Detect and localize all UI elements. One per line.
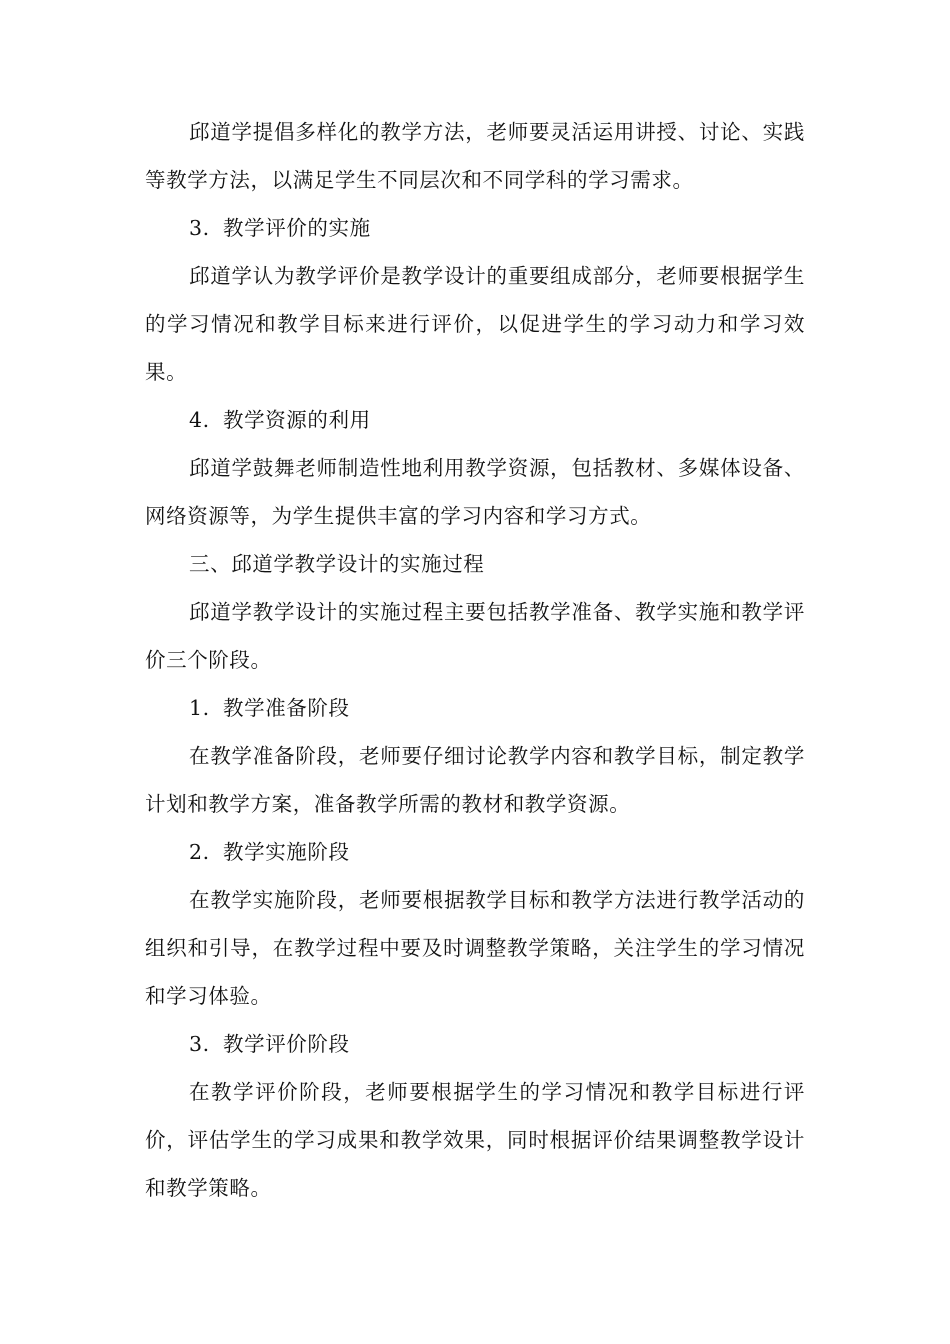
heading-number: 3. bbox=[189, 1032, 210, 1056]
heading-number: 1. bbox=[189, 696, 210, 720]
paragraph-resources: 邱道学鼓舞老师制造性地利用教学资源，包括教材、多媒体设备、网络资源等，为学生提供丰富的学习内容和学习方式。 bbox=[145, 456, 805, 528]
heading-evaluation-stage bbox=[145, 1020, 805, 1068]
heading-text: 教学准备阶段 bbox=[223, 696, 350, 720]
paragraph-preparation: 在教学准备阶段，老师要仔细讨论教学内容和教学目标，制定教学计划和教学方案，准备教学所需的教材和教学资源。 bbox=[145, 744, 805, 816]
paragraph-process-overview: 邱道学教学设计的实施过程主要包括教学准备、教学实施和教学评价三个阶段。 bbox=[145, 600, 805, 672]
heading-text: 教学评价阶段 bbox=[223, 1032, 350, 1056]
heading-resource-usage bbox=[145, 396, 805, 444]
section-heading-implementation-process bbox=[145, 540, 805, 588]
paragraph-evaluation: 邱道学认为教学评价是教学设计的重要组成部分，老师要根据学生的学习情况和教学目标来进行评价，以促进学生的学习动力和学习效果。 bbox=[145, 264, 805, 384]
heading-text: 教学资源的利用 bbox=[223, 408, 371, 432]
paragraph-teaching-methods: 邱道学提倡多样化的教学方法，老师要灵活运用讲授、讨论、实践等教学方法，以满足学生不同层次和不同学科的学习需求。 bbox=[145, 120, 805, 192]
heading-implementation-stage bbox=[145, 828, 805, 876]
heading-text: 三、邱道学教学设计的实施过程 bbox=[189, 552, 485, 576]
heading-text: 教学评价的实施 bbox=[223, 216, 371, 240]
heading-number: 3. bbox=[189, 216, 210, 240]
paragraph-evaluation-stage: 在教学评价阶段，老师要根据学生的学习情况和教学目标进行评价，评估学生的学习成果和教学效果，同时根据评价结果调整教学设计和教学策略。 bbox=[145, 1080, 805, 1200]
heading-text: 教学实施阶段 bbox=[223, 840, 350, 864]
document-page bbox=[145, 108, 805, 1212]
heading-number: 2. bbox=[189, 840, 210, 864]
heading-preparation-stage bbox=[145, 684, 805, 732]
heading-number: 4. bbox=[189, 408, 210, 432]
paragraph-implementation: 在教学实施阶段，老师要根据教学目标和教学方法进行教学活动的组织和引导，在教学过程中要及时调整教学策略，关注学生的学习情况和学习体验。 bbox=[145, 888, 805, 1008]
heading-evaluation-implementation bbox=[145, 204, 805, 252]
